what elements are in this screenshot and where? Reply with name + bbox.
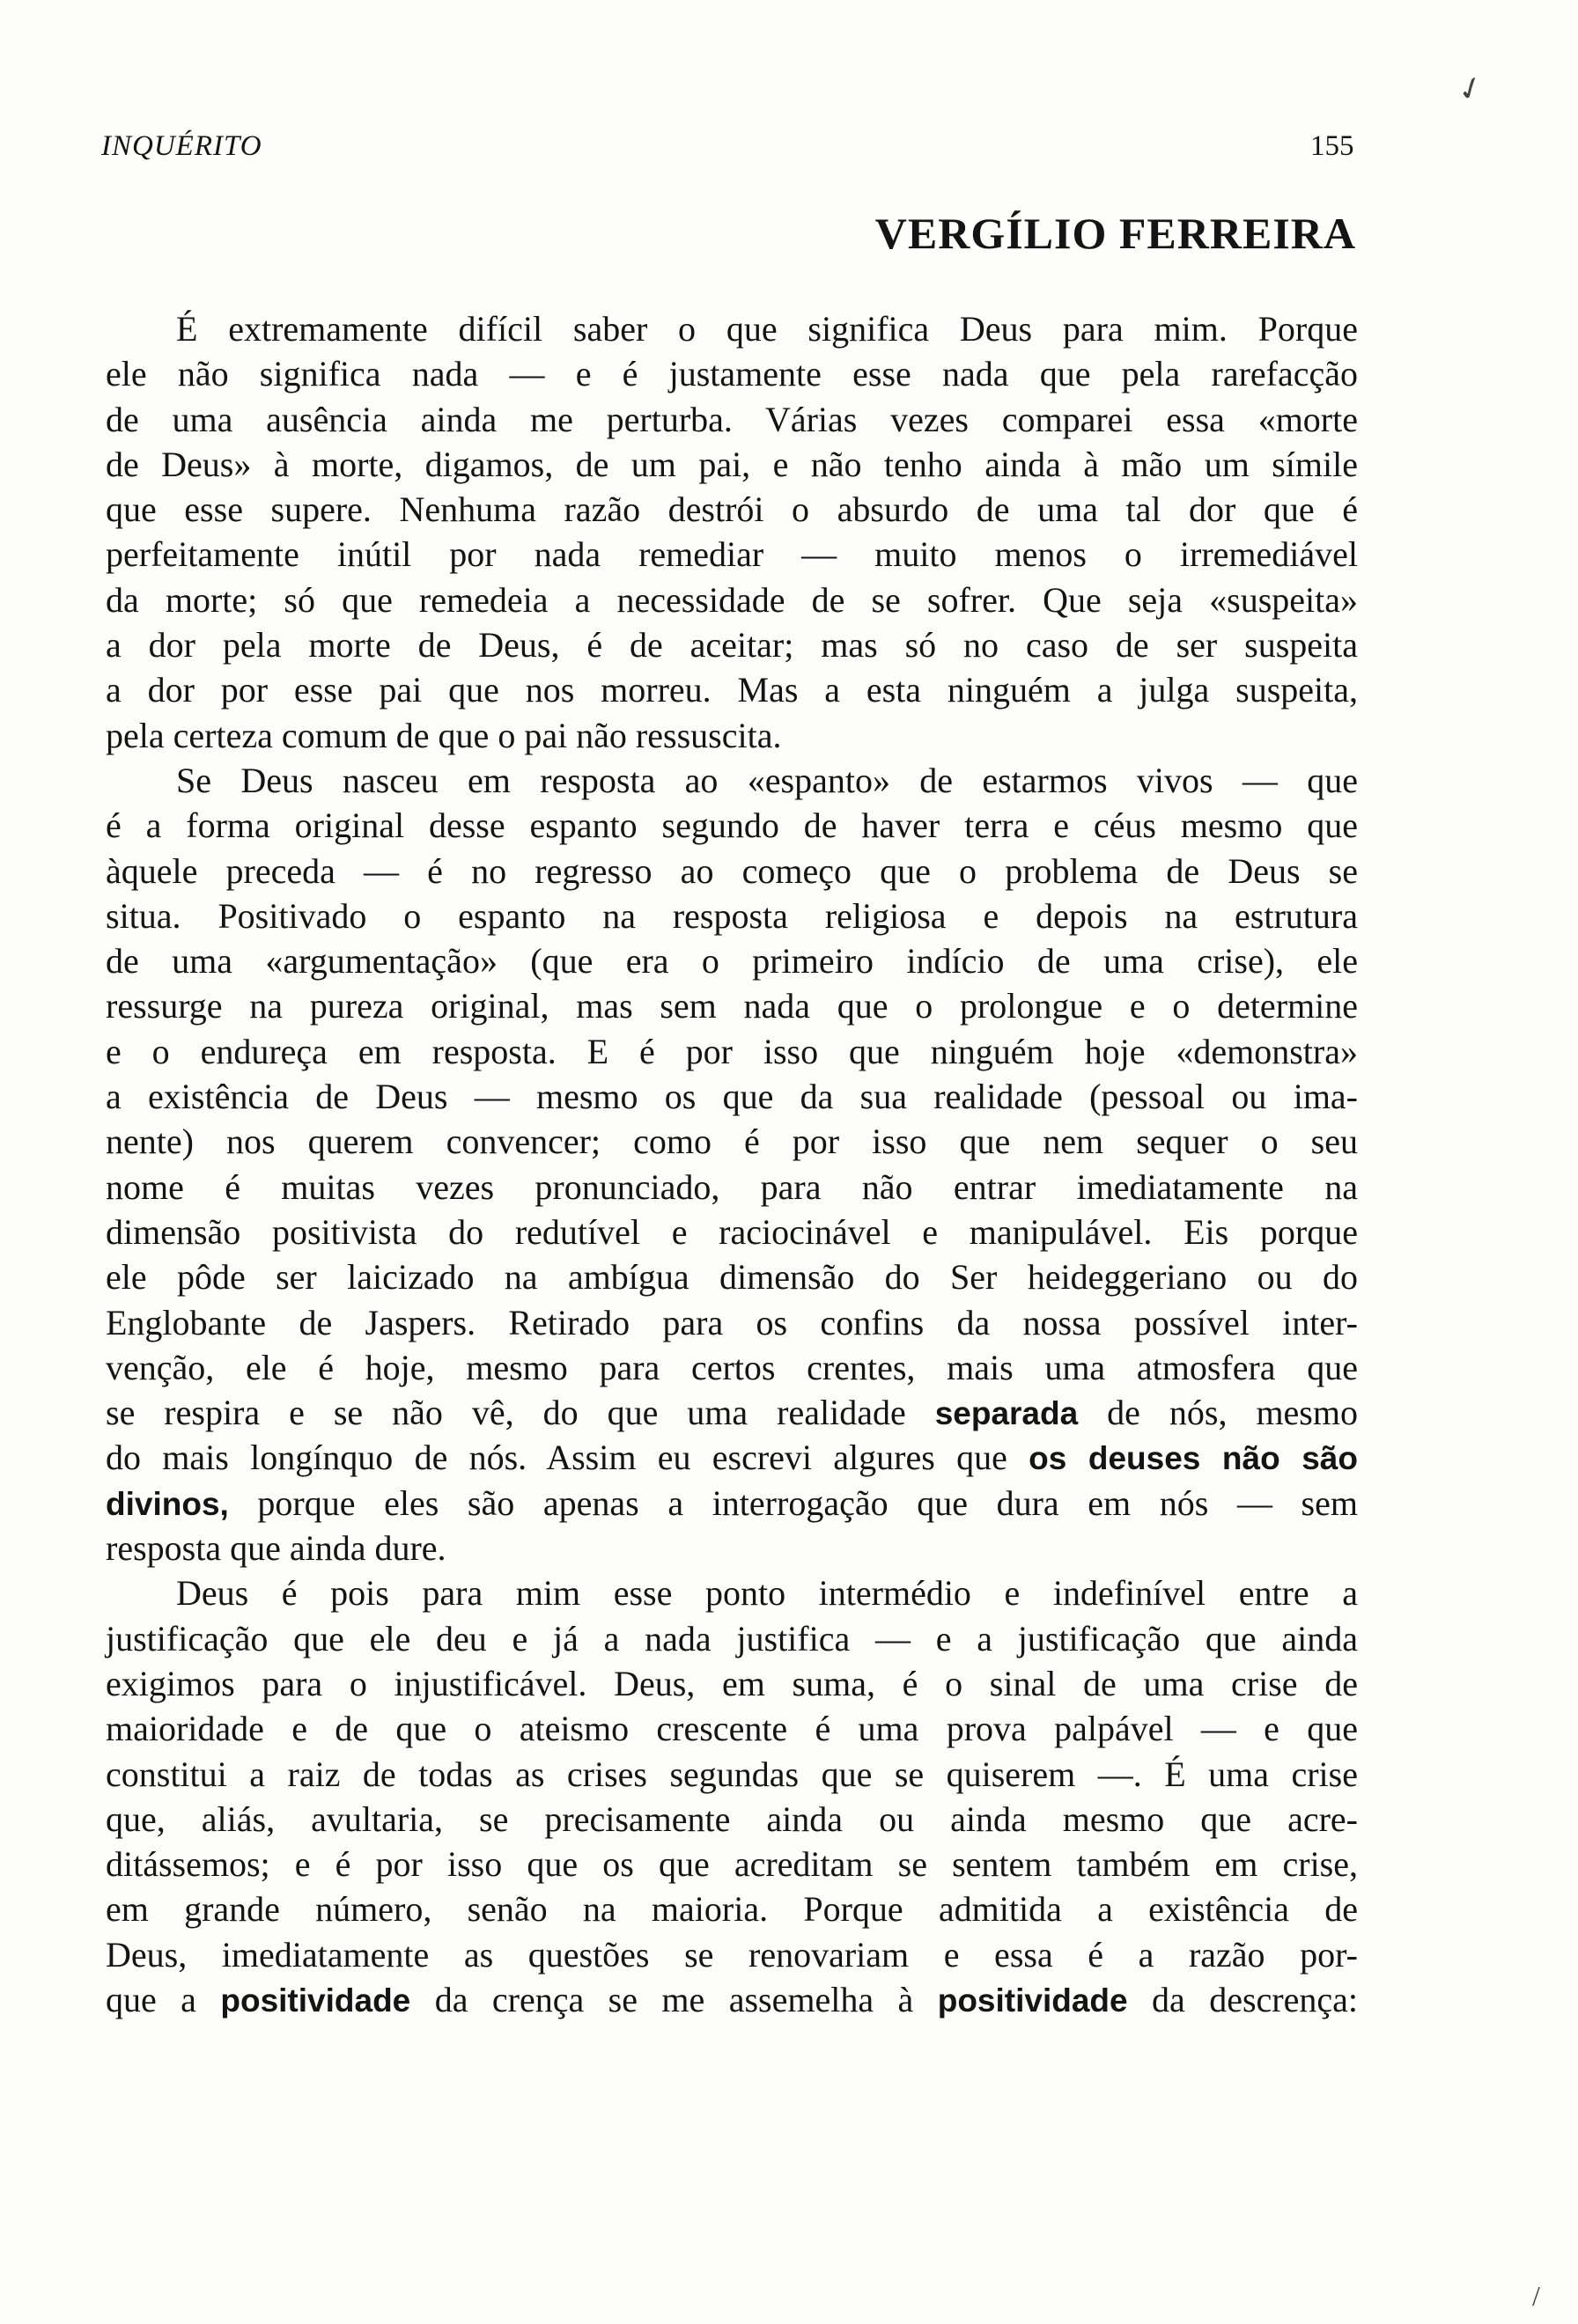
bold-term: divinos, (106, 1485, 229, 1522)
text-line: nome é muitas vezes pronunciado, para não entrar imediatamente na (106, 1166, 1358, 1207)
text-run: da descrença: (1127, 1979, 1358, 2019)
text-line: ressurge na pureza original, mas sem nada que o prolongue e o determine (106, 986, 1358, 1026)
text-line: justificação que ele deu e já a nada justifica — e a justificação que ainda (106, 1618, 1358, 1658)
text-line: É extremamente difícil saber o que significa Deus para mim. Porque (176, 309, 1358, 349)
text-line: Englobante de Jaspers. Retirado para os confins da nossa possível inter- (106, 1302, 1358, 1342)
text-line: Deus é pois para mim esse ponto intermédio e indefinível entre a (176, 1573, 1358, 1614)
text-line: a dor por esse pai que nos morreu. Mas a esta ninguém a julga suspeita, (106, 670, 1358, 710)
pencil-check-mark: ✓ (1452, 68, 1490, 110)
bold-term: positividade (220, 1982, 411, 2019)
text-run: porque eles são apenas a interrogação que dura em nós — sem (228, 1482, 1358, 1523)
text-line: de uma ausência ainda me perturba. Várias vezes comparei essa «morte (106, 399, 1358, 439)
text-line: de uma «argumentação» (que era o primeiro indício de uma crise), ele (106, 941, 1358, 982)
text-line: a dor pela morte de Deus, é de aceitar; mas só no caso de ser suspeita (106, 625, 1358, 666)
text-line (106, 1977, 1358, 2022)
text-line: ele não significa nada — e é justamente esse nada que pela rarefacção (106, 354, 1358, 394)
text-line: perfeitamente inútil por nada remediar — muito menos o irremediável (106, 534, 1358, 575)
text-run: da crença se me assemelha à (410, 1979, 938, 2019)
text-line: que esse supere. Nenhuma razão destrói o absurdo de uma tal dor que é (106, 489, 1358, 530)
page-number: 155 (1310, 130, 1354, 162)
text-line: ele pôde ser laicizado na ambígua dimensão do Ser heideggeriano ou do (106, 1257, 1358, 1298)
text-line: que, aliás, avultaria, se precisamente ainda ou ainda mesmo que acre- (106, 1798, 1358, 1839)
text-line: a existência de Deus — mesmo os que da sua realidade (pessoal ou ima- (106, 1077, 1358, 1117)
running-head: INQUÉRITO (101, 130, 262, 162)
text-run: do mais longínquo de nós. Assim eu escrevi algures que (106, 1438, 1029, 1478)
text-line: exigimos para o injustificável. Deus, em suma, é o sinal de uma crise de (106, 1663, 1358, 1703)
text-line: constitui a raiz de todas as crises segundas que se quiserem —. É uma crise (106, 1754, 1358, 1794)
pencil-slash-mark: / (1532, 2280, 1540, 2312)
text-line: situa. Positivado o espanto na resposta religiosa e depois na estrutura (106, 895, 1358, 936)
text-line (106, 1390, 1358, 1435)
text-line: e o endureça em resposta. E é por isso que ninguém hoje «demonstra» (106, 1031, 1358, 1071)
text-line (106, 1435, 1358, 1480)
text-line: maioridade e de que o ateismo crescente é uma prova palpável — e que (106, 1709, 1358, 1749)
bold-term: positividade (937, 1982, 1128, 2019)
body-text (106, 306, 1358, 2022)
author-heading: VERGÍLIO FERREIRA (874, 209, 1356, 258)
text-run: se respira e se não vê, do que uma realidade (106, 1393, 935, 1433)
text-line: é a forma original desse espanto segundo de haver terra e céus mesmo que (106, 805, 1358, 846)
text-line: ditássemos; e é por isso que os que acreditam se sentem também em crise, (106, 1844, 1358, 1885)
text-line: Deus, imediatamente as questões se renovariam e essa é a razão por- (106, 1934, 1358, 1975)
text-line (106, 1481, 1358, 1526)
text-line: Se Deus nasceu em resposta ao «espanto» de estarmos vivos — que (176, 760, 1358, 800)
text-line: àquele preceda — é no regresso ao começo que o problema de Deus se (106, 850, 1358, 891)
text-line: venção, ele é hoje, mesmo para certos crentes, mais uma atmosfera que (106, 1347, 1358, 1387)
text-line: em grande número, senão na maioria. Porque admitida a existência de (106, 1889, 1358, 1930)
text-line: pela certeza comum de que o pai não ressuscita. (106, 715, 782, 755)
bold-term: separada (934, 1395, 1079, 1432)
text-line: nente) nos querem convencer; como é por isso que nem sequer o seu (106, 1122, 1358, 1162)
text-line: dimensão positivista do redutível e raciocinável e manipulável. Eis porque (106, 1211, 1358, 1252)
bold-term: os deuses não são (1029, 1440, 1358, 1477)
text-line: da morte; só que remedeia a necessidade de se sofrer. Que seja «suspeita» (106, 579, 1358, 620)
text-run: de nós, mesmo (1078, 1393, 1358, 1433)
text-run: que a (106, 1979, 221, 2019)
text-line: resposta que ainda dure. (106, 1528, 446, 1569)
text-line: de Deus» à morte, digamos, de um pai, e não tenho ainda à mão um símile (106, 444, 1358, 484)
